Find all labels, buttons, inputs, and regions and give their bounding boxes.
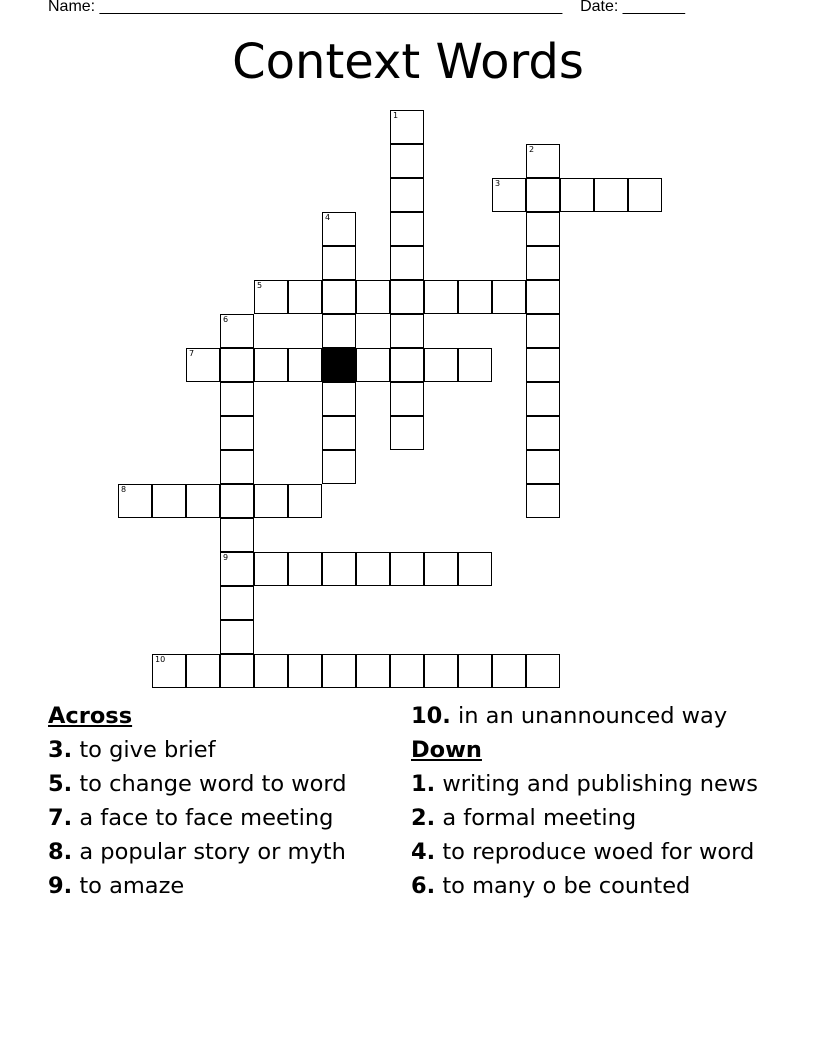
clue-number-label: 7 [189, 349, 195, 358]
grid-cell[interactable] [220, 314, 254, 348]
grid-cell[interactable] [288, 484, 322, 518]
grid-cell[interactable] [492, 280, 526, 314]
name-blank[interactable]: ____________________________________________________ [99, 0, 563, 15]
grid-cell[interactable] [424, 654, 458, 688]
down-clue: 6. to many o be counted [411, 873, 691, 899]
grid-cell[interactable] [424, 552, 458, 586]
grid-cell[interactable] [152, 484, 186, 518]
grid-cell[interactable] [390, 416, 424, 450]
grid-cell[interactable] [220, 586, 254, 620]
grid-cell[interactable] [220, 552, 254, 586]
grid-cell[interactable] [390, 280, 424, 314]
grid-cell[interactable] [458, 280, 492, 314]
grid-cell[interactable] [322, 450, 356, 484]
grid-cell[interactable] [288, 552, 322, 586]
grid-cell[interactable] [220, 518, 254, 552]
grid-cell[interactable] [526, 382, 560, 416]
across-clue: 10. in an unannounced way [411, 703, 728, 729]
clue-number-label: 2 [529, 145, 535, 154]
grid-cell[interactable] [220, 382, 254, 416]
grid-cell[interactable] [492, 654, 526, 688]
grid-cell[interactable] [118, 484, 152, 518]
grid-cell[interactable] [254, 552, 288, 586]
grid-cell[interactable] [526, 212, 560, 246]
clue-number-label: 3 [495, 179, 501, 188]
down-clue: 4. to reproduce woed for word [411, 839, 755, 865]
clues-column-right [411, 703, 771, 907]
grid-cell[interactable] [322, 416, 356, 450]
grid-cell[interactable] [186, 654, 220, 688]
grid-cell[interactable] [560, 178, 594, 212]
across-clue: 9. to amaze [48, 873, 185, 899]
grid-cell[interactable] [186, 484, 220, 518]
grid-cell[interactable] [322, 280, 356, 314]
grid-cell[interactable] [220, 348, 254, 382]
clue-number-label: 9 [223, 553, 229, 562]
grid-cell[interactable] [390, 212, 424, 246]
clue-number-label: 8 [121, 485, 127, 494]
grid-cell[interactable] [458, 348, 492, 382]
down-clue: 1. writing and publishing news [411, 771, 758, 797]
grid-cell[interactable] [390, 246, 424, 280]
grid-cell[interactable] [288, 348, 322, 382]
grid-cell[interactable] [390, 348, 424, 382]
puzzle-title: Context Words [232, 34, 584, 90]
grid-cell[interactable] [356, 280, 390, 314]
grid-cell[interactable] [220, 654, 254, 688]
grid-cell[interactable] [526, 246, 560, 280]
grid-cell[interactable] [254, 654, 288, 688]
grid-cell[interactable] [220, 620, 254, 654]
clue-number-label: 10 [155, 655, 166, 664]
across-heading: Across [48, 703, 133, 729]
grid-cell[interactable] [186, 348, 220, 382]
grid-cell[interactable] [526, 144, 560, 178]
black-cell [322, 348, 356, 382]
grid-cell[interactable] [322, 212, 356, 246]
grid-cell[interactable] [390, 314, 424, 348]
date-label: Date: [580, 0, 619, 15]
grid-cell[interactable] [458, 654, 492, 688]
grid-cell[interactable] [254, 348, 288, 382]
down-clue: 2. a formal meeting [411, 805, 637, 831]
grid-cell[interactable] [390, 110, 424, 144]
grid-cell[interactable] [526, 348, 560, 382]
across-clue: 3. to give brief [48, 737, 216, 763]
grid-cell[interactable] [526, 178, 560, 212]
across-clue: 5. to change word to word [48, 771, 347, 797]
across-clue: 8. a popular story or myth [48, 839, 346, 865]
grid-cell[interactable] [356, 552, 390, 586]
down-heading: Down [411, 737, 482, 763]
grid-cell[interactable] [322, 246, 356, 280]
grid-cell[interactable] [322, 552, 356, 586]
grid-cell[interactable] [424, 280, 458, 314]
grid-cell[interactable] [628, 178, 662, 212]
clue-number-label: 6 [223, 315, 229, 324]
grid-cell[interactable] [390, 382, 424, 416]
grid-cell[interactable] [254, 280, 288, 314]
grid-cell[interactable] [458, 552, 492, 586]
grid-cell[interactable] [526, 484, 560, 518]
grid-cell[interactable] [288, 280, 322, 314]
clue-number-label: 1 [393, 111, 399, 120]
grid-cell[interactable] [220, 450, 254, 484]
grid-cell[interactable] [220, 416, 254, 450]
grid-cell[interactable] [526, 416, 560, 450]
grid-cell[interactable] [322, 382, 356, 416]
grid-cell[interactable] [220, 484, 254, 518]
clue-number-label: 4 [325, 213, 331, 222]
grid-cell[interactable] [526, 280, 560, 314]
grid-cell[interactable] [322, 654, 356, 688]
grid-cell[interactable] [356, 348, 390, 382]
grid-cell[interactable] [322, 314, 356, 348]
grid-cell[interactable] [594, 178, 628, 212]
grid-cell[interactable] [526, 450, 560, 484]
grid-cell[interactable] [424, 348, 458, 382]
name-label: Name: [48, 0, 96, 15]
date-blank[interactable]: _______ [622, 0, 686, 15]
grid-cell[interactable] [356, 654, 390, 688]
grid-cell[interactable] [526, 654, 560, 688]
grid-cell[interactable] [390, 552, 424, 586]
grid-cell[interactable] [492, 178, 526, 212]
grid-cell[interactable] [390, 178, 424, 212]
grid-cell[interactable] [390, 144, 424, 178]
across-clue: 7. a face to face meeting [48, 805, 334, 831]
grid-cell[interactable] [526, 314, 560, 348]
grid-cell[interactable] [390, 654, 424, 688]
grid-cell[interactable] [254, 484, 288, 518]
clue-number-label: 5 [257, 281, 263, 290]
grid-cell[interactable] [152, 654, 186, 688]
grid-cell[interactable] [288, 654, 322, 688]
clues-column-left [48, 703, 378, 907]
